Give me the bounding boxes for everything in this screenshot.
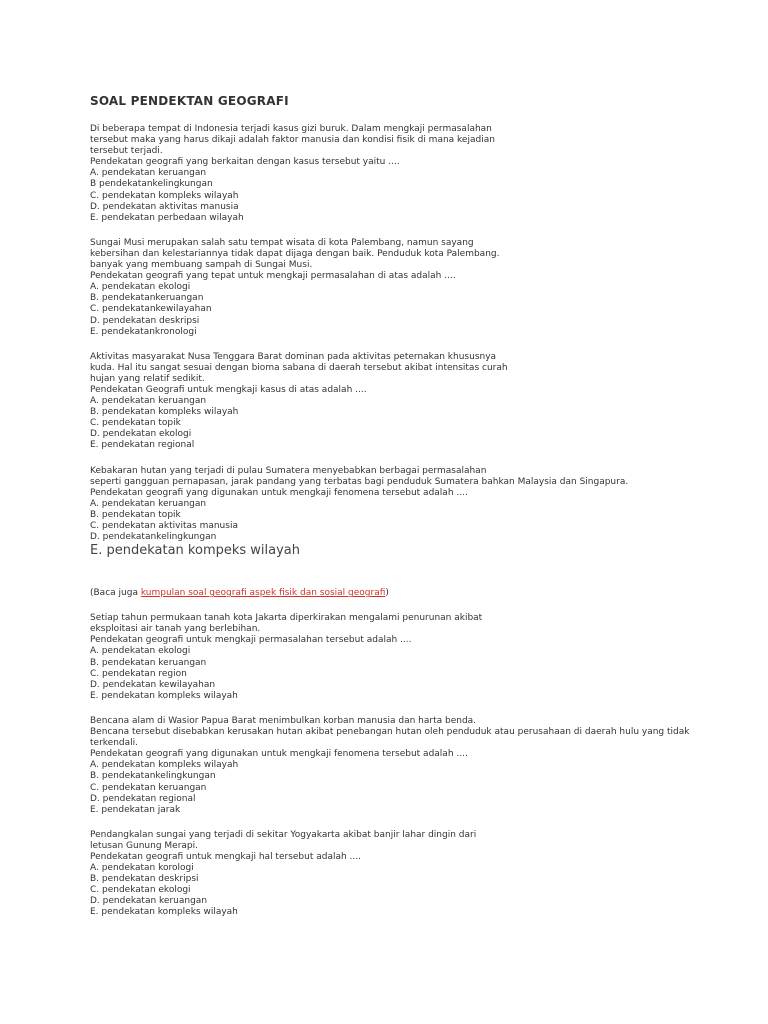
question-prompt: Pendekatan geografi yang berkaitan dengan kasus tersebut yaitu .... [90,157,400,168]
answer-option-c: C. pendekatan keruangan [90,782,207,793]
see-also-note [90,588,730,599]
document-body [90,94,730,933]
question-text-line: eksploitasi air tanah yang berlebihan. [90,624,261,635]
question-text-line: Aktivitas masyarakat Nusa Tenggara Barat dominan pada aktivitas peternakan khususnya [90,351,497,362]
answer-option-e: E. pendekatan perbedaan wilayah [90,212,244,223]
question-text-line: Pendangkalan sungai yang terjadi di sekitar Yogyakarta akibat banjir lahar dingin dari [90,829,477,840]
question-text-line: Bencana alam di Wasior Papua Barat menimbulkan korban manusia dan harta benda. [90,715,477,726]
question-text-line: Sungai Musi merupakan salah satu tempat wisata di kota Palembang, namun sayang [90,237,474,248]
question-prompt: Pendekatan geografi untuk mengkaji hal tersebut adalah .... [90,851,362,862]
question-prompt: Pendekatan geografi yang tepat untuk mengkaji permasalahan di atas adalah .... [90,271,456,282]
question-prompt: Pendekatan geografi untuk mengkaji permasalahan tersebut adalah .... [90,635,412,646]
answer-option-e: E. pendekatankronologi [90,326,197,337]
answer-option-b: B. pendekatankelingkungan [90,771,216,782]
answer-option-a: A. pendekatan ekologi [90,646,191,657]
answer-option-b: B. pendekatan keruangan [90,657,207,668]
answer-option-a: A. pendekatan ekologi [90,282,191,293]
question-prompt: Pendekatan geografi yang digunakan untuk mengkaji fenomena tersebut adalah .... [90,749,468,760]
question-prompt: Pendekatan geografi yang digunakan untuk mengkaji fenomena tersebut adalah .... [90,487,468,498]
answer-option-d: D. pendekatan aktivitas manusia [90,201,239,212]
answer-option-e: E. pendekatan kompeks wilayah [90,543,301,559]
question-prompt: Pendekatan Geografi untuk mengkaji kasus di atas adalah .... [90,384,367,395]
see-also-prefix: (Baca juga [90,588,141,599]
answer-option-d: D. pendekatan kewilayahan [90,679,216,690]
answer-option-d: D. pendekatan deskripsi [90,315,200,326]
question-1 [90,124,730,224]
answer-option-c: C. pendekatan kompleks wilayah [90,190,239,201]
question-text-line: banyak yang membuang sampah di Sungai Musi. [90,260,313,271]
answer-option-a: A. pendekatan keruangan [90,498,207,509]
answer-option-b: B. pendekatan kompleks wilayah [90,407,239,418]
see-also-link[interactable]: kumpulan soal geografi aspek fisik dan sosial geografi [140,588,386,599]
answer-option-c: C. pendekatan aktivitas manusia [90,521,238,531]
question-3 [90,352,730,452]
question-text-line: seperti gangguan pernapasan, jarak pandang yang terbatas bagi penduduk Sumatera bahkan Malaysia dan Singapura. [90,476,629,487]
answer-option-d: D. pendekatan ekologi [90,429,192,440]
question-text-line: Bencana tersebut disebabkan kerusakan hutan akibat penebangan hutan oleh penduduk atau perusahaan di daerah hulu yang tidak [90,727,690,738]
answer-option-e: E. pendekatan kompleks wilayah [90,690,238,701]
question-text-line: terkendali. [90,738,138,749]
answer-option-a: A. pendekatan kompleks wilayah [90,760,239,771]
question-6 [90,716,730,816]
question-text-line: tersebut terjadi. [90,146,163,157]
answer-option-d: D. pendekatan regional [90,793,196,804]
answer-option-a: A. pendekatan korologi [90,863,194,874]
answer-option-d: D. pendekatankelingkungan [90,532,217,543]
spacer [90,558,730,588]
question-7 [90,830,730,919]
question-4 [90,466,730,559]
question-text-line: kuda. Hal itu sangat sesuai dengan bioma sabana di daerah tersebut akibat intensitas curah [90,362,508,373]
page-title: SOAL PENDEKTAN GEOGRAFI [90,94,289,108]
answer-option-e: E. pendekatan jarak [90,804,181,815]
answer-option-d: D. pendekatan keruangan [90,896,208,907]
answer-option-b: B pendekatankelingkungan [90,179,213,190]
answer-option-b: B. pendekatan deskripsi [90,874,199,885]
answer-option-c: C. pendekatan topik [90,418,181,429]
question-text-line: Di beberapa tempat di Indonesia terjadi kasus gizi buruk. Dalam mengkaji permasalahan [90,124,492,134]
answer-option-e: E. pendekatan regional [90,440,195,451]
question-text-line: Kebakaran hutan yang terjadi di pulau Sumatera menyebabkan berbagai permasalahan [90,465,487,476]
answer-option-c: C. pendekatan region [90,668,187,679]
question-text-line: hujan yang relatif sedikit. [90,373,205,384]
question-text-line: Setiap tahun permukaan tanah kota Jakarta diperkirakan mengalami penurunan akibat [90,613,483,624]
question-2 [90,238,730,338]
question-text-line: letusan Gunung Merapi. [90,840,198,851]
answer-option-c: C. pendekatan ekologi [90,885,191,896]
question-text-line: kebersihan dan kelestariannya tidak dapat dijaga dengan baik. Penduduk kota Palembang. [90,248,500,259]
answer-option-b: B. pendekatan topik [90,509,181,520]
question-5 [90,613,730,702]
answer-option-a: A. pendekatan keruangan [90,168,207,179]
see-also-suffix: ) [385,588,389,599]
answer-option-a: A. pendekatan keruangan [90,396,207,407]
answer-option-b: B. pendekatankeruangan [90,293,204,304]
question-text-line: tersebut maka yang harus dikaji adalah faktor manusia dan kondisi fisik di mana kejadian [90,135,495,146]
answer-option-c: C. pendekatankewilayahan [90,304,212,315]
answer-option-e: E. pendekatan kompleks wilayah [90,907,238,918]
